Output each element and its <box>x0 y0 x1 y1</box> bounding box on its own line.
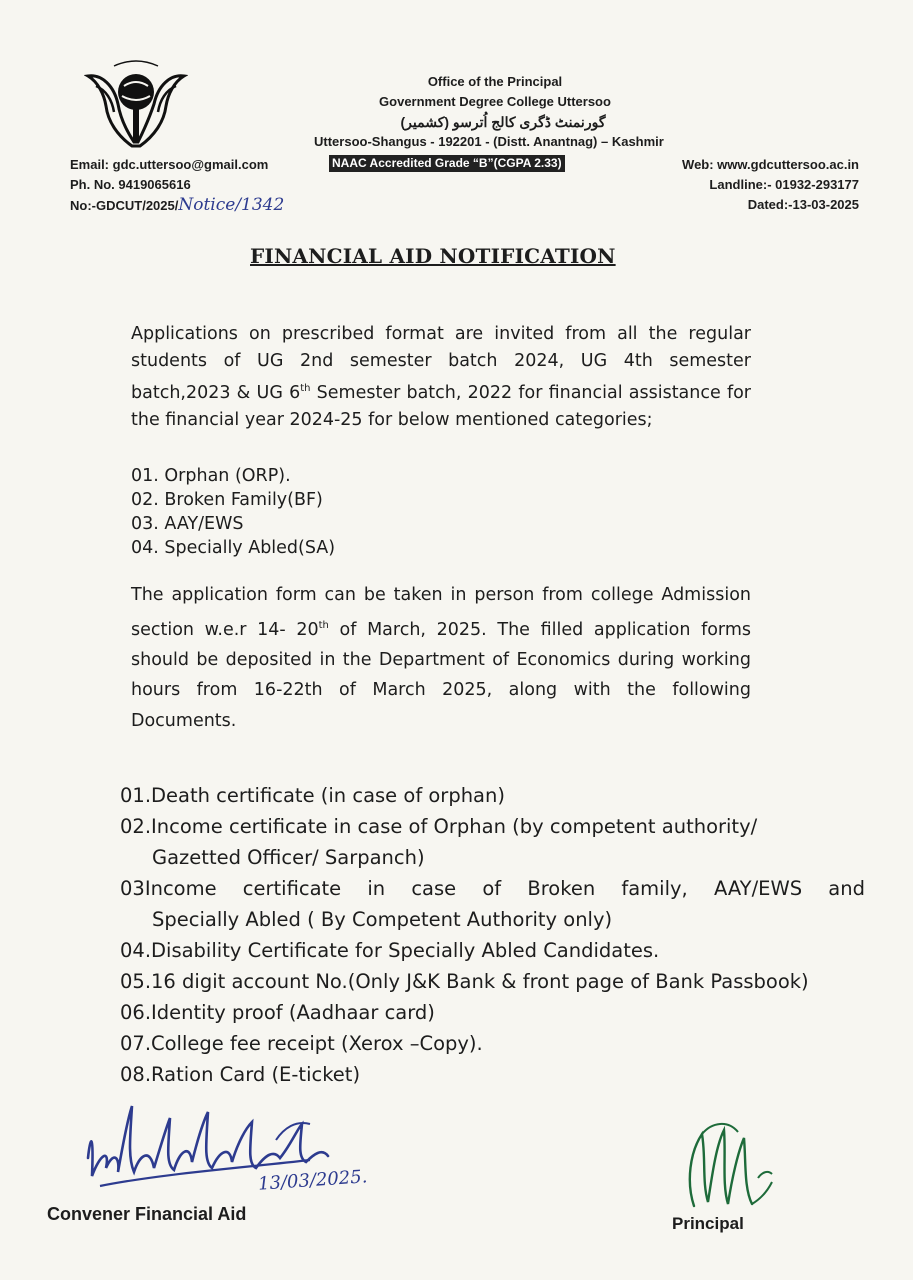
date-text: Dated:-13-03-2025 <box>747 197 859 212</box>
college-name: Government Degree College Uttersoo <box>379 94 611 109</box>
email-text: Email: gdc.uttersoo@gmail.com <box>70 157 269 172</box>
convener-label: Convener Financial Aid <box>47 1204 247 1224</box>
letterhead <box>300 72 690 152</box>
list-item-continuation: Specially Abled ( By Competent Authority only) <box>152 908 613 931</box>
college-logo-icon <box>84 56 188 150</box>
reference-handwritten: Notice/1342 <box>178 195 285 215</box>
list-item: 03 Income certificate in case of Broken family, AAY/EWS and <box>120 877 865 900</box>
landline-text: Landline:- 01932-293177 <box>709 177 859 192</box>
reference-number <box>70 195 284 216</box>
principal-label: Principal <box>672 1214 744 1233</box>
list-item: 08. Ration Card (E-ticket) <box>120 1063 361 1086</box>
phone-text: Ph. No. 9419065616 <box>70 177 191 192</box>
website-text: Web: www.gdcuttersoo.ac.in <box>682 157 859 172</box>
documents-list <box>120 780 865 1090</box>
list-item: 02. Broken Family(BF) <box>131 490 323 510</box>
list-item: 01. Death certificate (in case of orphan) <box>120 784 505 807</box>
list-item-continuation: Gazetted Officer/ Sarpanch) <box>152 846 425 869</box>
college-address: Uttersoo-Shangus - 192201 - (Distt. Anantnag) – Kashmir <box>314 134 664 149</box>
contact-left <box>70 155 284 216</box>
list-item: 06. Identity proof (Aadhaar card) <box>120 1001 435 1024</box>
reference-prefix: No:-GDCUT/2025/ <box>70 198 179 213</box>
notice-title: FINANCIAL AID NOTIFICATION <box>250 244 616 268</box>
list-item: 07. College fee receipt (Xerox –Copy). <box>120 1032 483 1055</box>
list-item: 05. 16 digit account No.(Only J&K Bank & front page of Bank Passbook) <box>120 970 809 993</box>
list-item: 01. Orphan (ORP). <box>131 466 291 486</box>
list-item: 04. Specially Abled(SA) <box>131 538 336 558</box>
office-line: Office of the Principal <box>427 74 563 89</box>
convener-signature-date: 13/03/2025. <box>257 1166 369 1195</box>
convener-signature-icon <box>70 1098 410 1208</box>
intro-paragraph: Applications on prescribed format are invited from all the regular students of UG 2nd semester batch 2024, UG 4th semester batch,2023 & UG 6th Semester batch, 2022 for financial assistance for the financial year 2024-25 for below mentioned categories; <box>131 324 752 430</box>
application-paragraph: The application form can be taken in person from college Admission section w.e.r 14- 20th of March, 2025. The filled application forms should be deposited in the Department of Economics during working hours from 16-22th of March 2025, along with the following Documents. <box>131 585 751 731</box>
naac-badge: NAAC Accredited Grade “B”(CGPA 2.33) <box>329 155 565 172</box>
list-item: 04. Disability Certificate for Specially Abled Candidates. <box>120 939 660 962</box>
list-item: 02. Income certificate in case of Orphan (by competent authority/ <box>120 815 758 838</box>
college-name-urdu: گورنمنٹ ڈگری کالج اُترسو (کشمیر) <box>400 114 606 130</box>
category-list <box>131 464 335 560</box>
contact-right <box>682 155 859 215</box>
principal-signature-icon <box>672 1112 782 1224</box>
list-item: 03. AAY/EWS <box>131 514 244 534</box>
